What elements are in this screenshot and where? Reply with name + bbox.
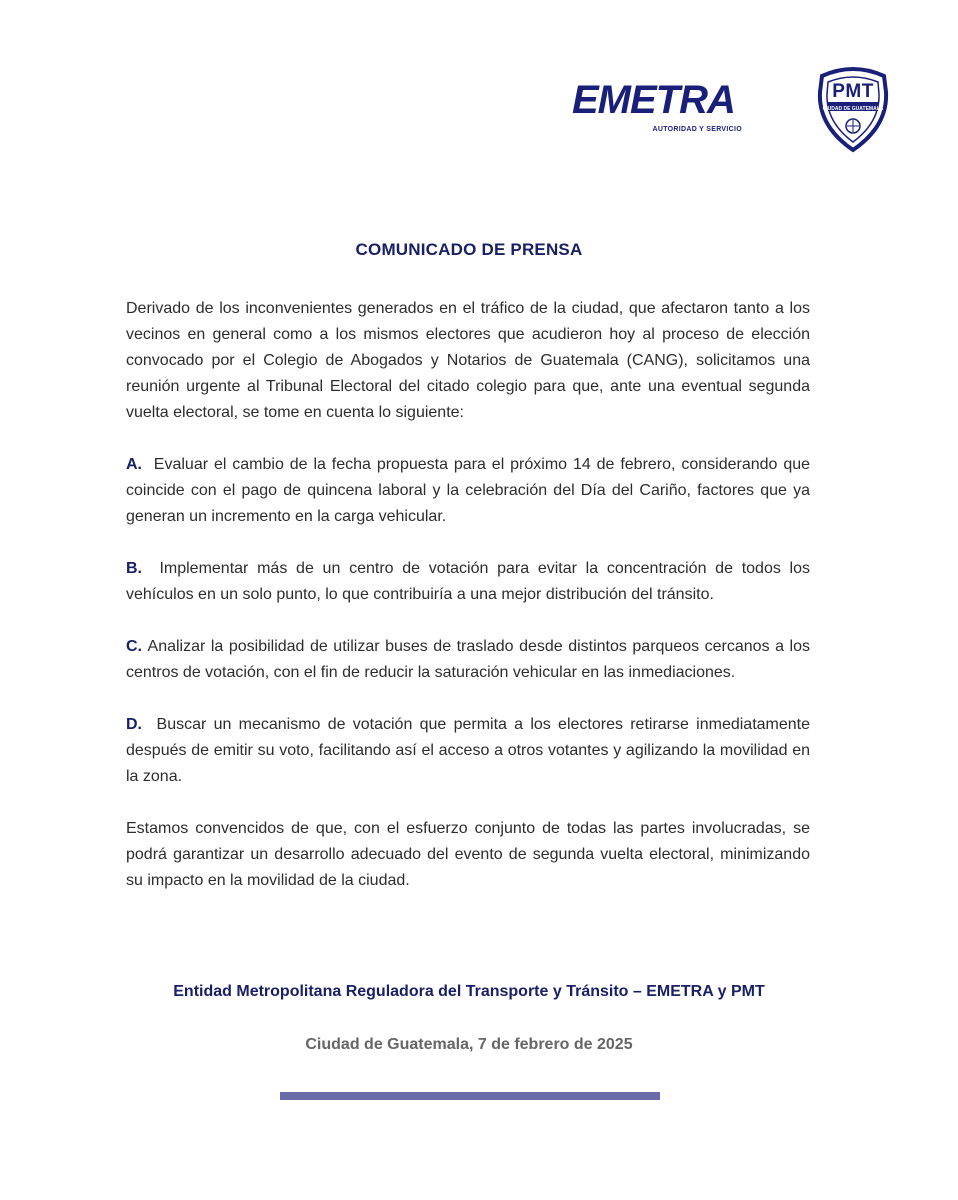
item-letter: B. — [126, 560, 142, 577]
header-logos — [572, 64, 892, 156]
date-line: Ciudad de Guatemala, 7 de febrero de 2025 — [305, 1036, 633, 1053]
item-text: Implementar más de un centro de votación para evitar la concentración de todos los vehículos en un solo punto, lo que contribuiría a una mejor distribución del tránsito. — [126, 560, 811, 603]
list-item-c — [126, 634, 810, 686]
signature-line: Entidad Metropolitana Reguladora del Transporte y Tránsito – EMETRA y PMT — [173, 983, 765, 1000]
item-letter: A. — [126, 456, 142, 473]
list-item-b — [126, 556, 810, 608]
item-letter: D. — [126, 716, 142, 733]
pmt-logo-subtitle: CIUDAD DE GUATEMALA — [822, 106, 884, 112]
press-release-body — [126, 296, 810, 894]
page-title: COMUNICADO DE PRENSA — [355, 240, 583, 259]
item-text: Evaluar el cambio de la fecha propuesta para el próximo 14 de febrero, considerando que coincide con el pago de quincena laboral y la celebración del Día del Cariño, factores que ya generan un incremento en la carga vehicular. — [126, 456, 811, 525]
item-text: Analizar la posibilidad de utilizar buses de traslado desde distintos parqueos cercanos a los centros de votación, con el fin de reducir la saturación vehicular en las inmediaciones. — [126, 638, 810, 681]
pmt-logo-word: PMT — [832, 81, 874, 102]
item-text: Buscar un mecanismo de votación que permita a los electores retirarse inmediatamente después de emitir su voto, facilitando así el acceso a otros votantes y agilizando la movilidad en la zona. — [126, 716, 811, 785]
closing-paragraph: Estamos convencidos de que, con el esfuerzo conjunto de todas las partes involucradas, se podrá garantizar un desarrollo adecuado del evento de segunda vuelta electoral, minimizando su impacto en la movilidad de la ciudad. — [126, 820, 810, 889]
pmt-shield-logo — [814, 64, 892, 154]
list-item-a — [126, 452, 810, 530]
emetra-logo — [572, 78, 752, 142]
footer-divider-bar — [280, 1092, 660, 1100]
item-letter: C. — [126, 638, 142, 655]
emetra-logo-tagline: AUTORIDAD Y SERVICIO — [652, 126, 742, 133]
intro-paragraph: Derivado de los inconvenientes generados en el tráfico de la ciudad, que afectaron tanto a los vecinos en general como a los mismos electores que acudieron hoy al proceso de elección convocado por el Colegio de Abogados y Notarios de Guatemala (CANG), solicitamos una reunión urgente al Tribunal Electoral del citado colegio para que, ante una eventual segunda vuelta electoral, se tome en cuenta lo siguiente: — [126, 300, 810, 421]
list-item-d — [126, 712, 810, 790]
emetra-logo-word: EMETRA — [572, 78, 735, 122]
